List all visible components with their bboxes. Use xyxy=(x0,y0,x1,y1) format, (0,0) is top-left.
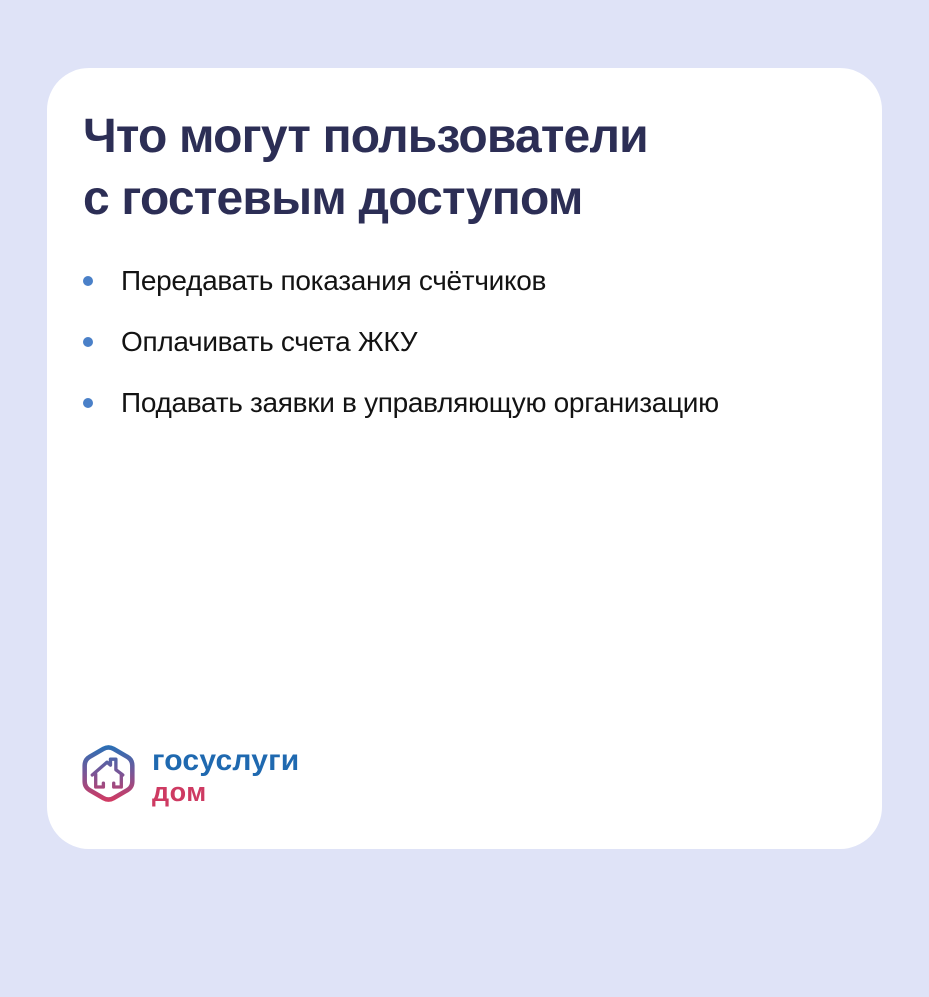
list-item-label: Оплачивать счета ЖКУ xyxy=(121,325,418,357)
logo-wordmark xyxy=(152,746,299,806)
bullet-dot-icon xyxy=(83,276,93,286)
list-item-label: Передавать показания счётчиков xyxy=(121,264,547,296)
list-item xyxy=(83,387,846,419)
gosuslugi-dom-logo xyxy=(77,741,846,811)
bullet-dot-icon xyxy=(83,398,93,408)
bullet-dot-icon xyxy=(83,337,93,347)
page-title-line-2: с гостевым доступом xyxy=(83,172,583,226)
page-title xyxy=(83,106,846,231)
guest-access-info-card xyxy=(47,68,882,849)
page-background xyxy=(0,68,929,997)
list-item xyxy=(83,326,846,358)
logo-brand-text: госуслуги xyxy=(152,744,300,777)
list-item-label: Подавать заявки в управляющую организацию xyxy=(121,386,719,418)
page-title-line-1: Что могут пользователи xyxy=(83,110,648,163)
capabilities-list xyxy=(83,265,846,448)
logo-product-text: дом xyxy=(152,777,207,807)
house-in-hexagon-icon xyxy=(77,741,140,811)
list-item xyxy=(83,265,846,297)
